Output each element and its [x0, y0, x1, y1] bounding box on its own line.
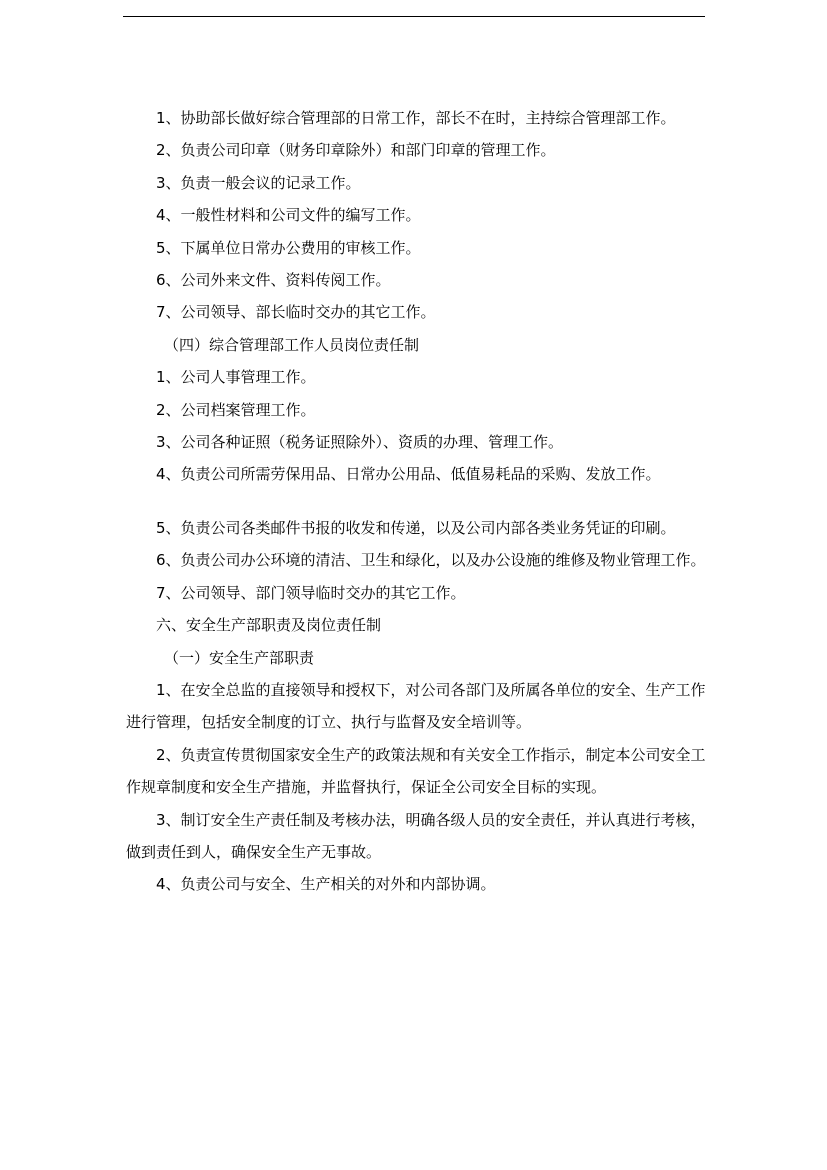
paragraph: 2、负责宣传贯彻国家安全生产的政策法规和有关安全工作指示，制定本公司安全工作规章制度和安全生产措施，并监督执行，保证全公司安全目标的实现。	[126, 745, 706, 797]
header-rule	[123, 16, 705, 17]
document-body	[126, 102, 716, 901]
paragraph: 4、一般性材料和公司文件的编写工作。	[156, 206, 421, 225]
paragraph: 5、下属单位日常办公费用的审核工作。	[156, 238, 421, 257]
paragraph: 2、公司档案管理工作。	[156, 400, 316, 419]
paragraph: 1、协助部长做好综合管理部的日常工作，部长不在时，主持综合管理部工作。	[156, 109, 676, 127]
blank-line	[126, 491, 716, 512]
section-heading: 六、安全生产部职责及岗位责任制	[156, 616, 382, 635]
paragraph: 2、负责公司印章（财务印章除外）和部门印章的管理工作。	[156, 141, 556, 160]
paragraph: 4、负责公司所需劳保用品、日常办公用品、低值易耗品的采购、发放工作。	[156, 465, 661, 484]
paragraph: 1、在安全总监的直接领导和授权下，对公司各部门及所属各单位的安全、生产工作进行管理，包括安全制度的订立、执行与监督及安全培训等。	[126, 680, 706, 732]
paragraph: 5、负责公司各类邮件书报的收发和传递，以及公司内部各类业务凭证的印刷。	[156, 518, 676, 537]
paragraph: 3、负责一般会议的记录工作。	[156, 173, 361, 192]
paragraph: 7、公司领导、部门领导临时交办的其它工作。	[156, 583, 466, 602]
section-heading: （一）安全生产部职责	[164, 648, 315, 667]
paragraph: 7、公司领导、部长临时交办的其它工作。	[156, 303, 436, 322]
paragraph: 6、负责公司办公环境的清洁、卫生和绿化，以及办公设施的维修及物业管理工作。	[156, 551, 706, 570]
paragraph: 3、公司各种证照（税务证照除外）、资质的办理、管理工作。	[156, 433, 564, 452]
paragraph: 6、公司外来文件、资料传阅工作。	[156, 271, 391, 290]
section-heading: （四）综合管理部工作人员岗位责任制	[164, 335, 420, 354]
paragraph: 4、负责公司与安全、生产相关的对外和内部协调。	[156, 875, 496, 894]
paragraph: 3、制订安全生产责任制及考核办法，明确各级人员的安全责任，并认真进行考核，做到责任到人，确保安全生产无事故。	[126, 810, 706, 861]
paragraph: 1、公司人事管理工作。	[156, 368, 316, 387]
